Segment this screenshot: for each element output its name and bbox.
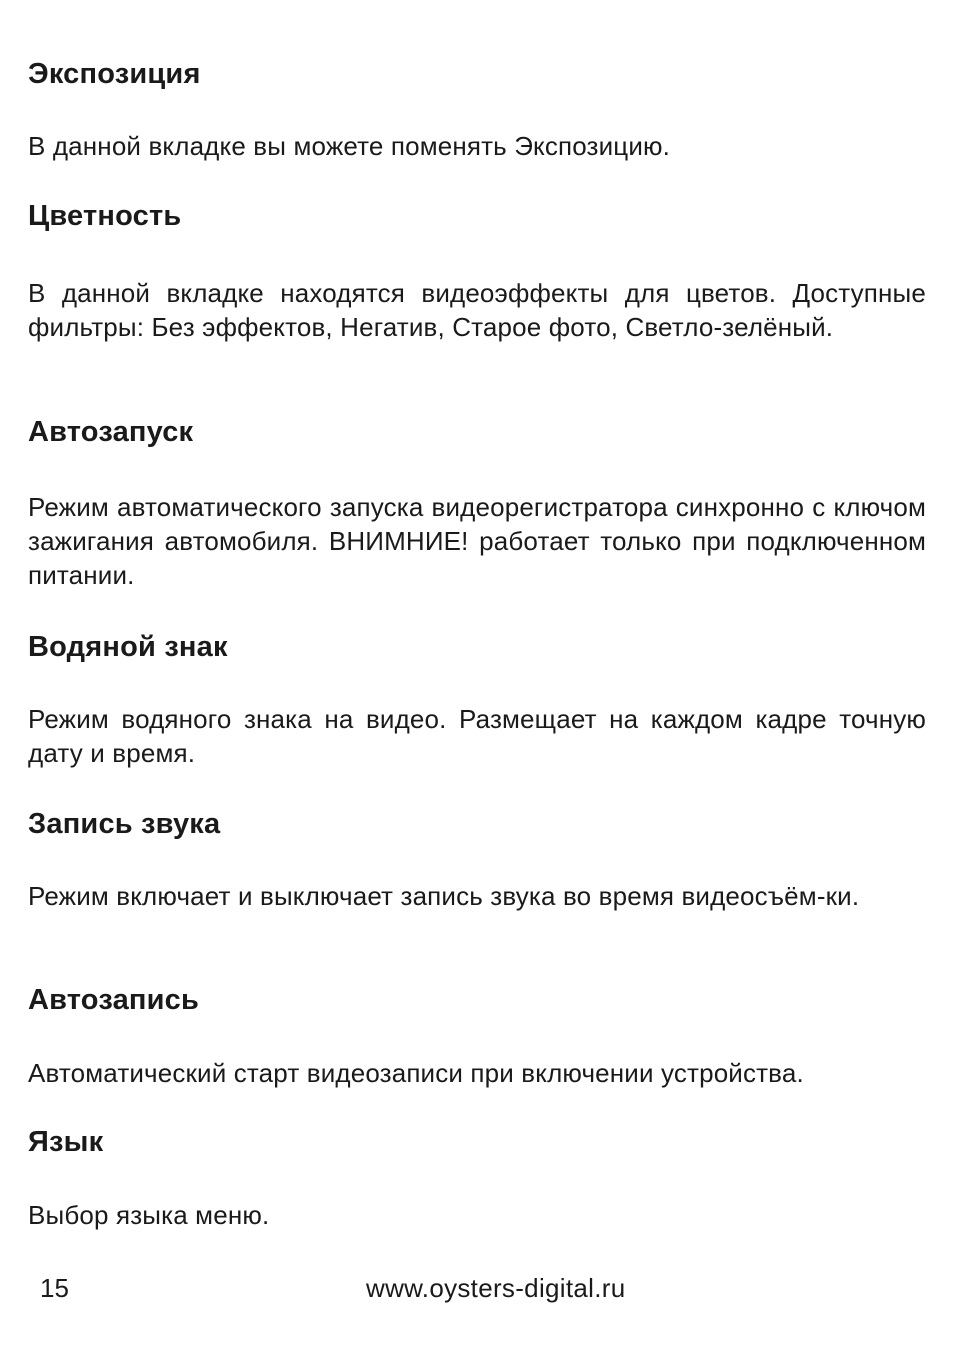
section-language — [28, 1125, 926, 1232]
section-autorecord — [28, 983, 926, 1090]
section-title: Запись звука — [28, 808, 221, 840]
page-footer — [0, 1270, 954, 1306]
section-text: Режим включает и выключает запись звука во время видеосъём-ки. — [28, 881, 860, 911]
section-text: В данной вкладке вы можете поменять Экспозицию. — [28, 131, 671, 161]
section-text: Режим автоматического запуска видеорегистратора синхронно с ключом зажигания автомобиля. ВНИМНИЕ! работает только при подключенном питании. — [28, 492, 926, 590]
section-title: Экспозиция — [28, 58, 201, 90]
section-title: Водяной знак — [28, 631, 228, 663]
section-autostart — [28, 415, 926, 592]
section-text: Выбор языка меню. — [28, 1200, 270, 1230]
section-title: Автозапись — [28, 984, 200, 1016]
section-text: Автоматический старт видеозаписи при включении устройства. — [28, 1058, 804, 1088]
section-sound-recording — [28, 807, 926, 913]
document-page — [28, 0, 926, 1345]
page-number: 15 — [40, 1273, 69, 1303]
section-exposure — [28, 57, 926, 163]
section-watermark — [28, 630, 926, 770]
section-title: Язык — [28, 1126, 104, 1158]
section-title: Автозапуск — [28, 416, 194, 448]
section-text: В данной вкладке находятся видеоэффекты для цветов. Доступные фильтры: Без эффектов, Негатив, Старое фото, Светло-зелёный. — [28, 278, 926, 342]
section-color — [28, 199, 926, 344]
section-text: Режим водяного знака на видео. Размещает на каждом кадре точную дату и время. — [28, 704, 926, 768]
section-title: Цветность — [28, 200, 182, 232]
website-url: www.oysters-digital.ru — [366, 1273, 626, 1303]
